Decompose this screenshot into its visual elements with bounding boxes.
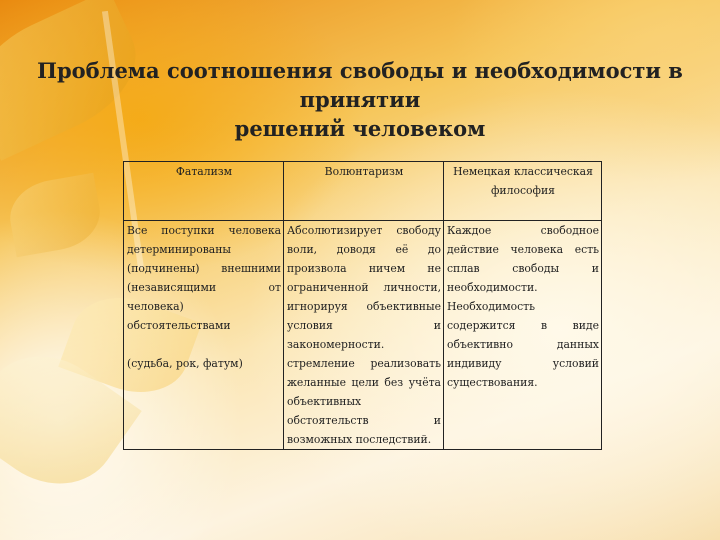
fatalism-note: (судьба, рок, фатум) — [127, 357, 243, 370]
header-fatalism: Фатализм — [124, 162, 284, 221]
table-header-row — [124, 162, 602, 221]
cell-german-philosophy — [444, 221, 602, 450]
fatalism-text: Все поступки человека детерминированы (подчинены) внешними (независящими от человека) обстоятельствами — [127, 224, 281, 332]
slide-title-line-2: решений человеком — [234, 116, 486, 141]
table-row — [124, 221, 602, 450]
comparison-table — [123, 161, 602, 450]
voluntarism-text: Абсолютизирует свободу воли, доводя её до произвола ничем не ограниченной личности, игнорируя объективные условия и закономерности. стремление реализовать желанные цели без учёта объективных обстоятельств и возможных последствий. — [287, 224, 441, 446]
slide-title-line-1: Проблема соотношения свободы и необходимости в принятии — [37, 58, 683, 112]
header-german-philosophy: Немецкая классическая философия — [444, 162, 602, 221]
german-philosophy-text: Каждое свободное действие человека есть сплав свободы и необходимости. Необходимость содержится в виде объективно данных индивиду условий существования. — [447, 224, 599, 389]
cell-voluntarism — [284, 221, 444, 450]
header-voluntarism: Волюнтаризм — [284, 162, 444, 221]
decorative-leaf — [5, 173, 106, 258]
slide-title — [20, 56, 700, 143]
cell-fatalism — [124, 221, 284, 450]
